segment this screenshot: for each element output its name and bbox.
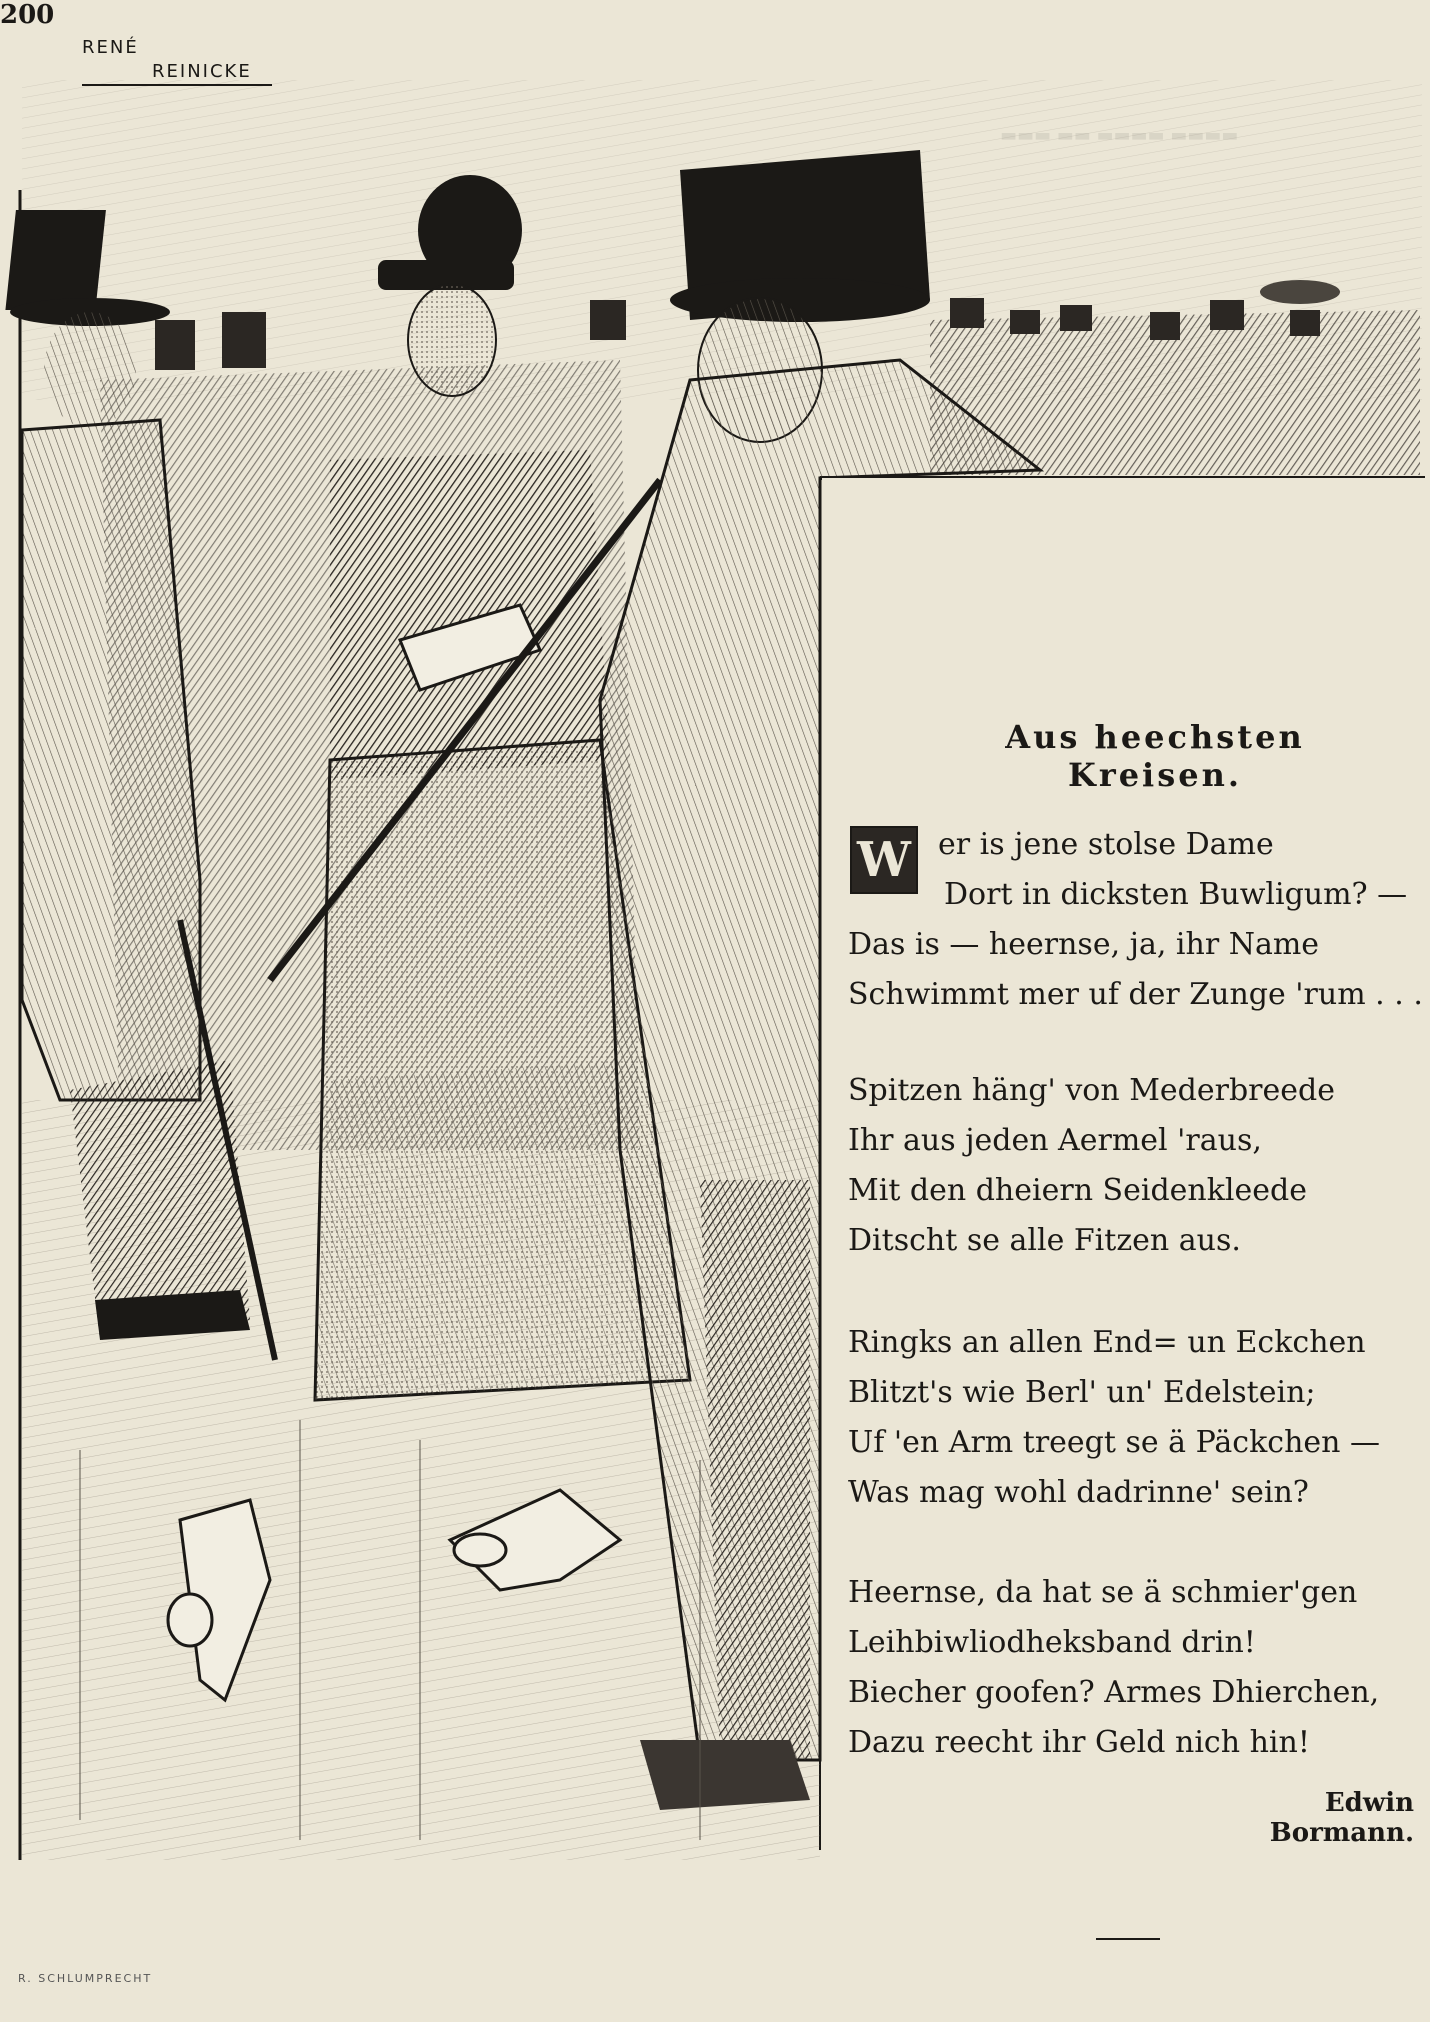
stanza-2 [848, 1066, 1418, 1266]
end-rule [1096, 1938, 1160, 1940]
stanza-line: Dort in dicksten Buwligum? — [944, 877, 1408, 912]
artist-signature-first: RENÉ [82, 37, 139, 58]
engraver-signature: R. SCHLUMPRECHT [18, 1972, 153, 1985]
poem-title: Aus heechsten Kreisen. [1005, 718, 1305, 794]
artist-signature-last: REINICKE [82, 60, 272, 86]
stanza-line: Ihr aus jeden Aermel 'raus, [848, 1123, 1262, 1158]
stanza-line: Heernse, da hat se ä schmier'gen [848, 1575, 1358, 1610]
stanza-line: Schwimmt mer uf der Zunge 'rum . . . [848, 977, 1423, 1012]
stanza-3 [848, 1318, 1418, 1518]
bleed-through-text: ▬▬▬ ▬▬ ▬▬▬▬ ▬▬▬▬ [1000, 125, 1239, 146]
page-number: 200 [0, 0, 55, 30]
stanza-line: Ditscht se alle Fitzen aus. [848, 1223, 1241, 1258]
stanza-line: Dazu reecht ihr Geld nich hin! [848, 1725, 1310, 1760]
stanza-line: Spitzen häng' von Mederbreede [848, 1073, 1335, 1108]
stanza-line: Biecher goofen? Armes Dhierchen, [848, 1675, 1380, 1710]
stanza-line: Mit den dheiern Seidenkleede [848, 1173, 1307, 1208]
poem-author: Edwin Bormann. [1269, 1788, 1414, 1848]
stanza-line: Leihbiwliodheksband drin! [848, 1625, 1256, 1660]
artist-signature [82, 36, 272, 86]
stanza-line: Blitzt's wie Berl' un' Edelstein; [848, 1375, 1316, 1410]
stanza-1 [848, 820, 1423, 1020]
stanza-line: Ringks an allen End= un Eckchen [848, 1325, 1366, 1360]
stanza-line: Was mag wohl dadrinne' sein? [848, 1475, 1309, 1510]
stanza-line: er is jene stolse Dame [938, 827, 1274, 862]
stanza-line: Uf 'en Arm treegt se ä Päckchen — [848, 1425, 1381, 1460]
stanza-4 [848, 1568, 1418, 1768]
decorated-initial: W [850, 826, 918, 894]
stanza-line: Das is — heernse, ja, ihr Name [848, 927, 1320, 962]
